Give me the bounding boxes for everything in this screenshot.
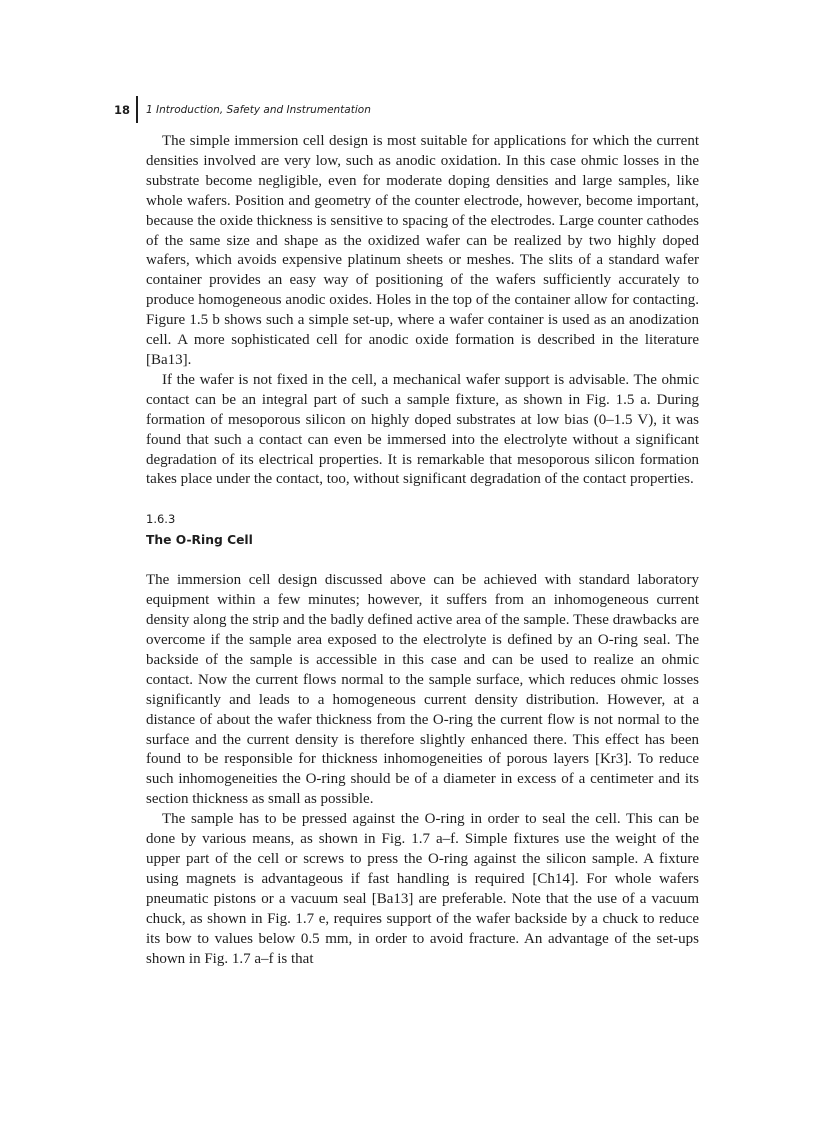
header-divider	[136, 96, 138, 123]
section-number: 1.6.3	[146, 512, 176, 527]
paragraph-immersion-cell: The simple immersion cell design is most suitable for applications for which the current densities involved are very low, such as anodic oxidation. In this case ohmic losses in the substrate become negligible, even for moderate doping densities and large samples, like whole wafers. Position and geometry of the counter electrode, however, become important, because the oxide thickness is sensitive to spacing of the electrodes. Large counter cathodes of the same size and shape as the oxidized wafer can be realized by two highly doped wafers, which avoids expensive platinum sheets or meshes. The slits of a standard wafer container provides an easy way of positioning of the wafers sufficiently accurately to produce homogeneous anodic oxides. Holes in the top of the container allow for contacting. Figure 1.5 b shows such a simple set-up, where a wafer container is used as an anodization cell. A more sophisticated cell for anodic oxide formation is described in the literature [Ba13].	[146, 133, 699, 368]
paragraph-wafer-support: If the wafer is not fixed in the cell, a mechanical wafer support is advisable. The ohmic contact can be an integral part of such a sample fixture, as shown in Fig. 1.5 a. During formation of mesoporous silicon on highly doped substrates at low bias (0–1.5 V), it was found that such a contact can even be immersed into the electrolyte without a significant degradation of its electrical properties. It is remarkable that mesoporous silicon formation takes place under the contact, too, without significant degradation of the contact properties.	[146, 371, 699, 488]
page-number: 18	[113, 103, 130, 117]
running-head: 1 Introduction, Safety and Instrumentation	[146, 104, 371, 116]
page-header	[0, 101, 816, 123]
paragraph-o-ring-sealing: The sample has to be pressed against the O-ring in order to seal the cell. This can be done by various means, as shown in Fig. 1.7 a–f. Simple fixtures use the weight of the upper part of the cell or screws to press the O-ring against the silicon sample. A fixture using magnets is advantageous if fast handling is required [Ch14]. For whole wafers pneumatic pistons or a vacuum seal [Ba13] are preferable. Note that the use of a vacuum chuck, as shown in Fig. 1.7 e, requires support of the wafer backside by a chuck to reduce its bow to values below 0.5 mm, in order to avoid fracture. An advantage of the set-ups shown in Fig. 1.7 a–f is that	[146, 811, 699, 967]
section-title: The O-Ring Cell	[146, 533, 253, 548]
body-text	[146, 132, 699, 969]
paragraph-o-ring-design: The immersion cell design discussed above can be achieved with standard laboratory equipment within a few minutes; however, it suffers from an inhomogeneous current density along the strip and the badly defined active area of the sample. These drawbacks are overcome if the sample area exposed to the electrolyte is defined by an O-ring seal. The backside of the sample is accessible in this case and can be used to realize an ohmic contact. Now the current flows normal to the sample surface, which reduces ohmic losses significantly and leads to a homogeneous current density distribution. However, at a distance of about the wafer thickness from the O-ring the current flow is not normal to the surface and the current density is therefore slightly enhanced there. This effect has been found to be responsible for thickness inhomogeneities of porous layers [Kr3]. To reduce such inhomogeneities the O-ring should be of a diameter in excess of a centimeter and its section thickness as small as possible.	[146, 572, 699, 808]
